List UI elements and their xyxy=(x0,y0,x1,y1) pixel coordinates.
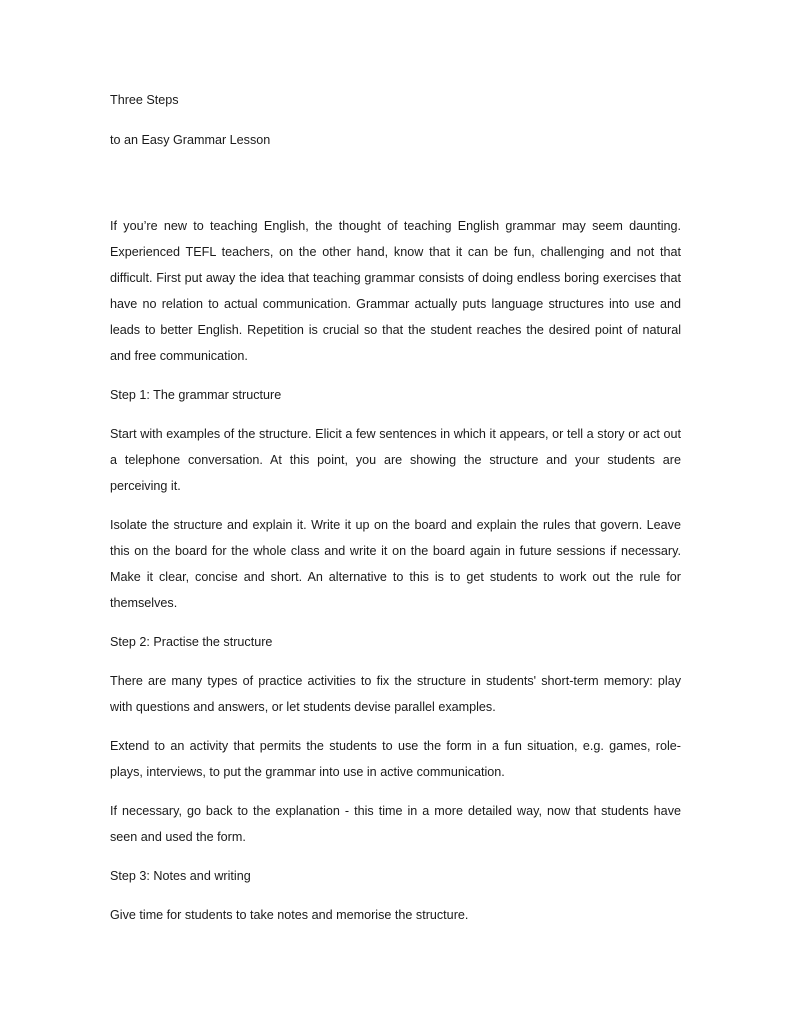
document-title-line-2: to an Easy Grammar Lesson xyxy=(110,133,271,147)
step-3-paragraph-1: Give time for students to take notes and memorise the structure. xyxy=(110,908,469,922)
step-2-paragraph-1: There are many types of practice activities to fix the structure in students' short-term memory: play with questions and answers, or let students devise parallel examples. xyxy=(110,674,681,714)
step-2-paragraph-3: If necessary, go back to the explanation - this time in a more detailed way, now that students have seen and used the form. xyxy=(110,804,681,844)
step-1-paragraph-2: Isolate the structure and explain it. Write it up on the board and explain the rules that govern. Leave this on the board for the whole class and write it on the board again in future sessions if necessary. Make it clear, concise and short. An alternative to this is to get students to work out the rule for themselves. xyxy=(110,518,681,610)
step-2-paragraph-2: Extend to an activity that permits the students to use the form in a fun situation, e.g. games, role-plays, interviews, to put the grammar into use in active communication. xyxy=(110,739,681,779)
document-title-line-1: Three Steps xyxy=(110,93,179,107)
document-body xyxy=(110,89,681,941)
step-1-heading: Step 1: The grammar structure xyxy=(110,388,282,402)
step-2-heading: Step 2: Practise the structure xyxy=(110,635,273,649)
intro-paragraph: If you’re new to teaching English, the thought of teaching English grammar may seem daunting. Experienced TEFL teachers, on the other hand, know that it can be fun, challenging and not that difficult. First put away the idea that teaching grammar consists of doing endless boring exercises that have no relation to actual communication. Grammar actually puts language structures into use and leads to better English. Repetition is crucial so that the student reaches the desired point of natural and free communication. xyxy=(110,219,681,363)
step-3-heading: Step 3: Notes and writing xyxy=(110,869,251,883)
step-1-paragraph-1: Start with examples of the structure. Elicit a few sentences in which it appears, or tell a story or act out a telephone conversation. At this point, you are showing the structure and your students are perceiving it. xyxy=(110,427,681,493)
